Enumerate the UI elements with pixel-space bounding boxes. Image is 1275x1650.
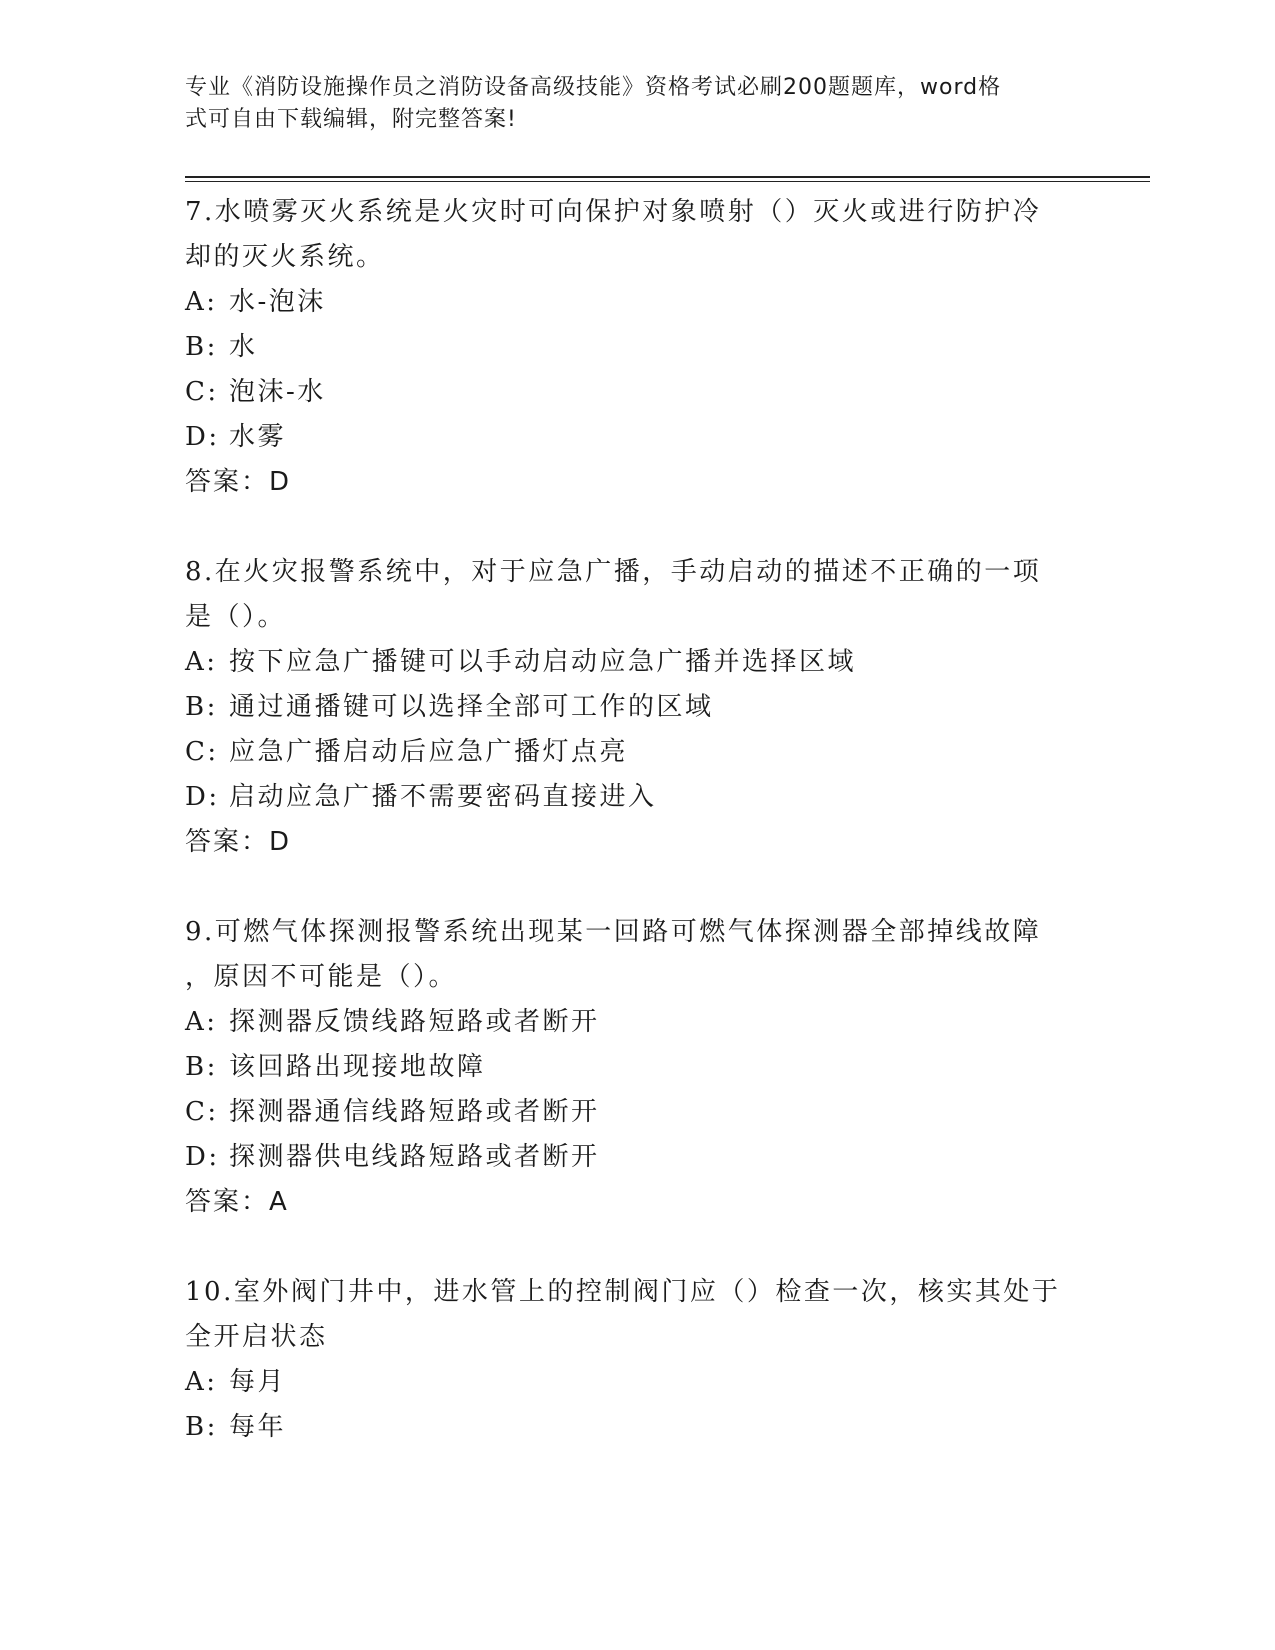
question-stem-cont: 全开启状态	[185, 1322, 328, 1352]
option-text: 探测器反馈线路短路或者断开	[229, 1007, 600, 1037]
option-key: C:	[185, 1097, 219, 1127]
option-d	[185, 775, 1085, 820]
question-stem: 7.水喷雾灭火系统是火灾时可向保护对象喷射（）灭火或进行防护冷	[185, 197, 1042, 227]
question-stem: 8.在火灾报警系统中，对于应急广播，手动启动的描述不正确的一项	[185, 557, 1042, 587]
option-text: 泡沫-水	[229, 377, 326, 407]
option-c	[185, 370, 1085, 415]
question-stem-cont: 却的灭火系统。	[185, 242, 385, 272]
option-a	[185, 640, 1085, 685]
header-line-1: 专业《消防设施操作员之消防设备高级技能》资格考试必刷200题题库，word格	[185, 75, 1002, 100]
answer: 答案：D	[185, 467, 292, 497]
option-text: 水雾	[229, 422, 287, 452]
option-text: 按下应急广播键可以手动启动应急广播并选择区域	[229, 647, 857, 677]
option-c	[185, 730, 1085, 775]
question-9	[185, 910, 1085, 1225]
question-10	[185, 1270, 1085, 1450]
option-key: D:	[185, 782, 220, 812]
option-text: 启动应急广播不需要密码直接进入	[229, 782, 657, 812]
question-stem-cont: ，原因不可能是（）。	[185, 962, 458, 992]
option-a	[185, 280, 1085, 325]
question-list	[185, 190, 1085, 1450]
option-b	[185, 325, 1085, 370]
question-stem: 9.可燃气体探测报警系统出现某一回路可燃气体探测器全部掉线故障	[185, 917, 1042, 947]
option-key: B:	[185, 332, 218, 362]
option-text: 应急广播启动后应急广播灯点亮	[229, 737, 629, 767]
option-text: 通过通播键可以选择全部可工作的区域	[229, 692, 714, 722]
option-text: 每年	[229, 1412, 287, 1442]
option-text: 水	[229, 332, 258, 362]
option-d	[185, 415, 1085, 460]
option-key: D:	[185, 1142, 220, 1172]
option-key: B:	[185, 1052, 218, 1082]
option-key: A:	[185, 1007, 218, 1037]
option-d	[185, 1135, 1085, 1180]
option-text: 探测器通信线路短路或者断开	[229, 1097, 600, 1127]
option-text: 水-泡沫	[229, 287, 326, 317]
option-b	[185, 1045, 1085, 1090]
question-7	[185, 190, 1085, 505]
document-header	[185, 72, 1065, 136]
answer: 答案：A	[185, 1187, 289, 1217]
option-key: C:	[185, 377, 219, 407]
option-key: A:	[185, 1367, 218, 1397]
header-line-2: 式可自由下载编辑，附完整答案!	[185, 107, 517, 132]
answer: 答案：D	[185, 827, 292, 857]
question-stem-cont: 是（）。	[185, 602, 287, 632]
option-key: A:	[185, 287, 218, 317]
option-a	[185, 1000, 1085, 1045]
option-key: B:	[185, 692, 218, 722]
option-a	[185, 1360, 1085, 1405]
option-b	[185, 1405, 1085, 1450]
question-stem: 10.室外阀门井中，进水管上的控制阀门应（）检查一次，核实其处于	[185, 1277, 1061, 1307]
option-text: 每月	[229, 1367, 287, 1397]
header-divider-thick	[185, 176, 1150, 178]
option-key: D:	[185, 422, 220, 452]
header-divider-thin	[185, 181, 1150, 182]
option-key: A:	[185, 647, 218, 677]
option-text: 探测器供电线路短路或者断开	[229, 1142, 600, 1172]
question-8	[185, 550, 1085, 865]
option-text: 该回路出现接地故障	[229, 1052, 486, 1082]
option-b	[185, 685, 1085, 730]
option-key: C:	[185, 737, 219, 767]
option-key: B:	[185, 1412, 218, 1442]
option-c	[185, 1090, 1085, 1135]
